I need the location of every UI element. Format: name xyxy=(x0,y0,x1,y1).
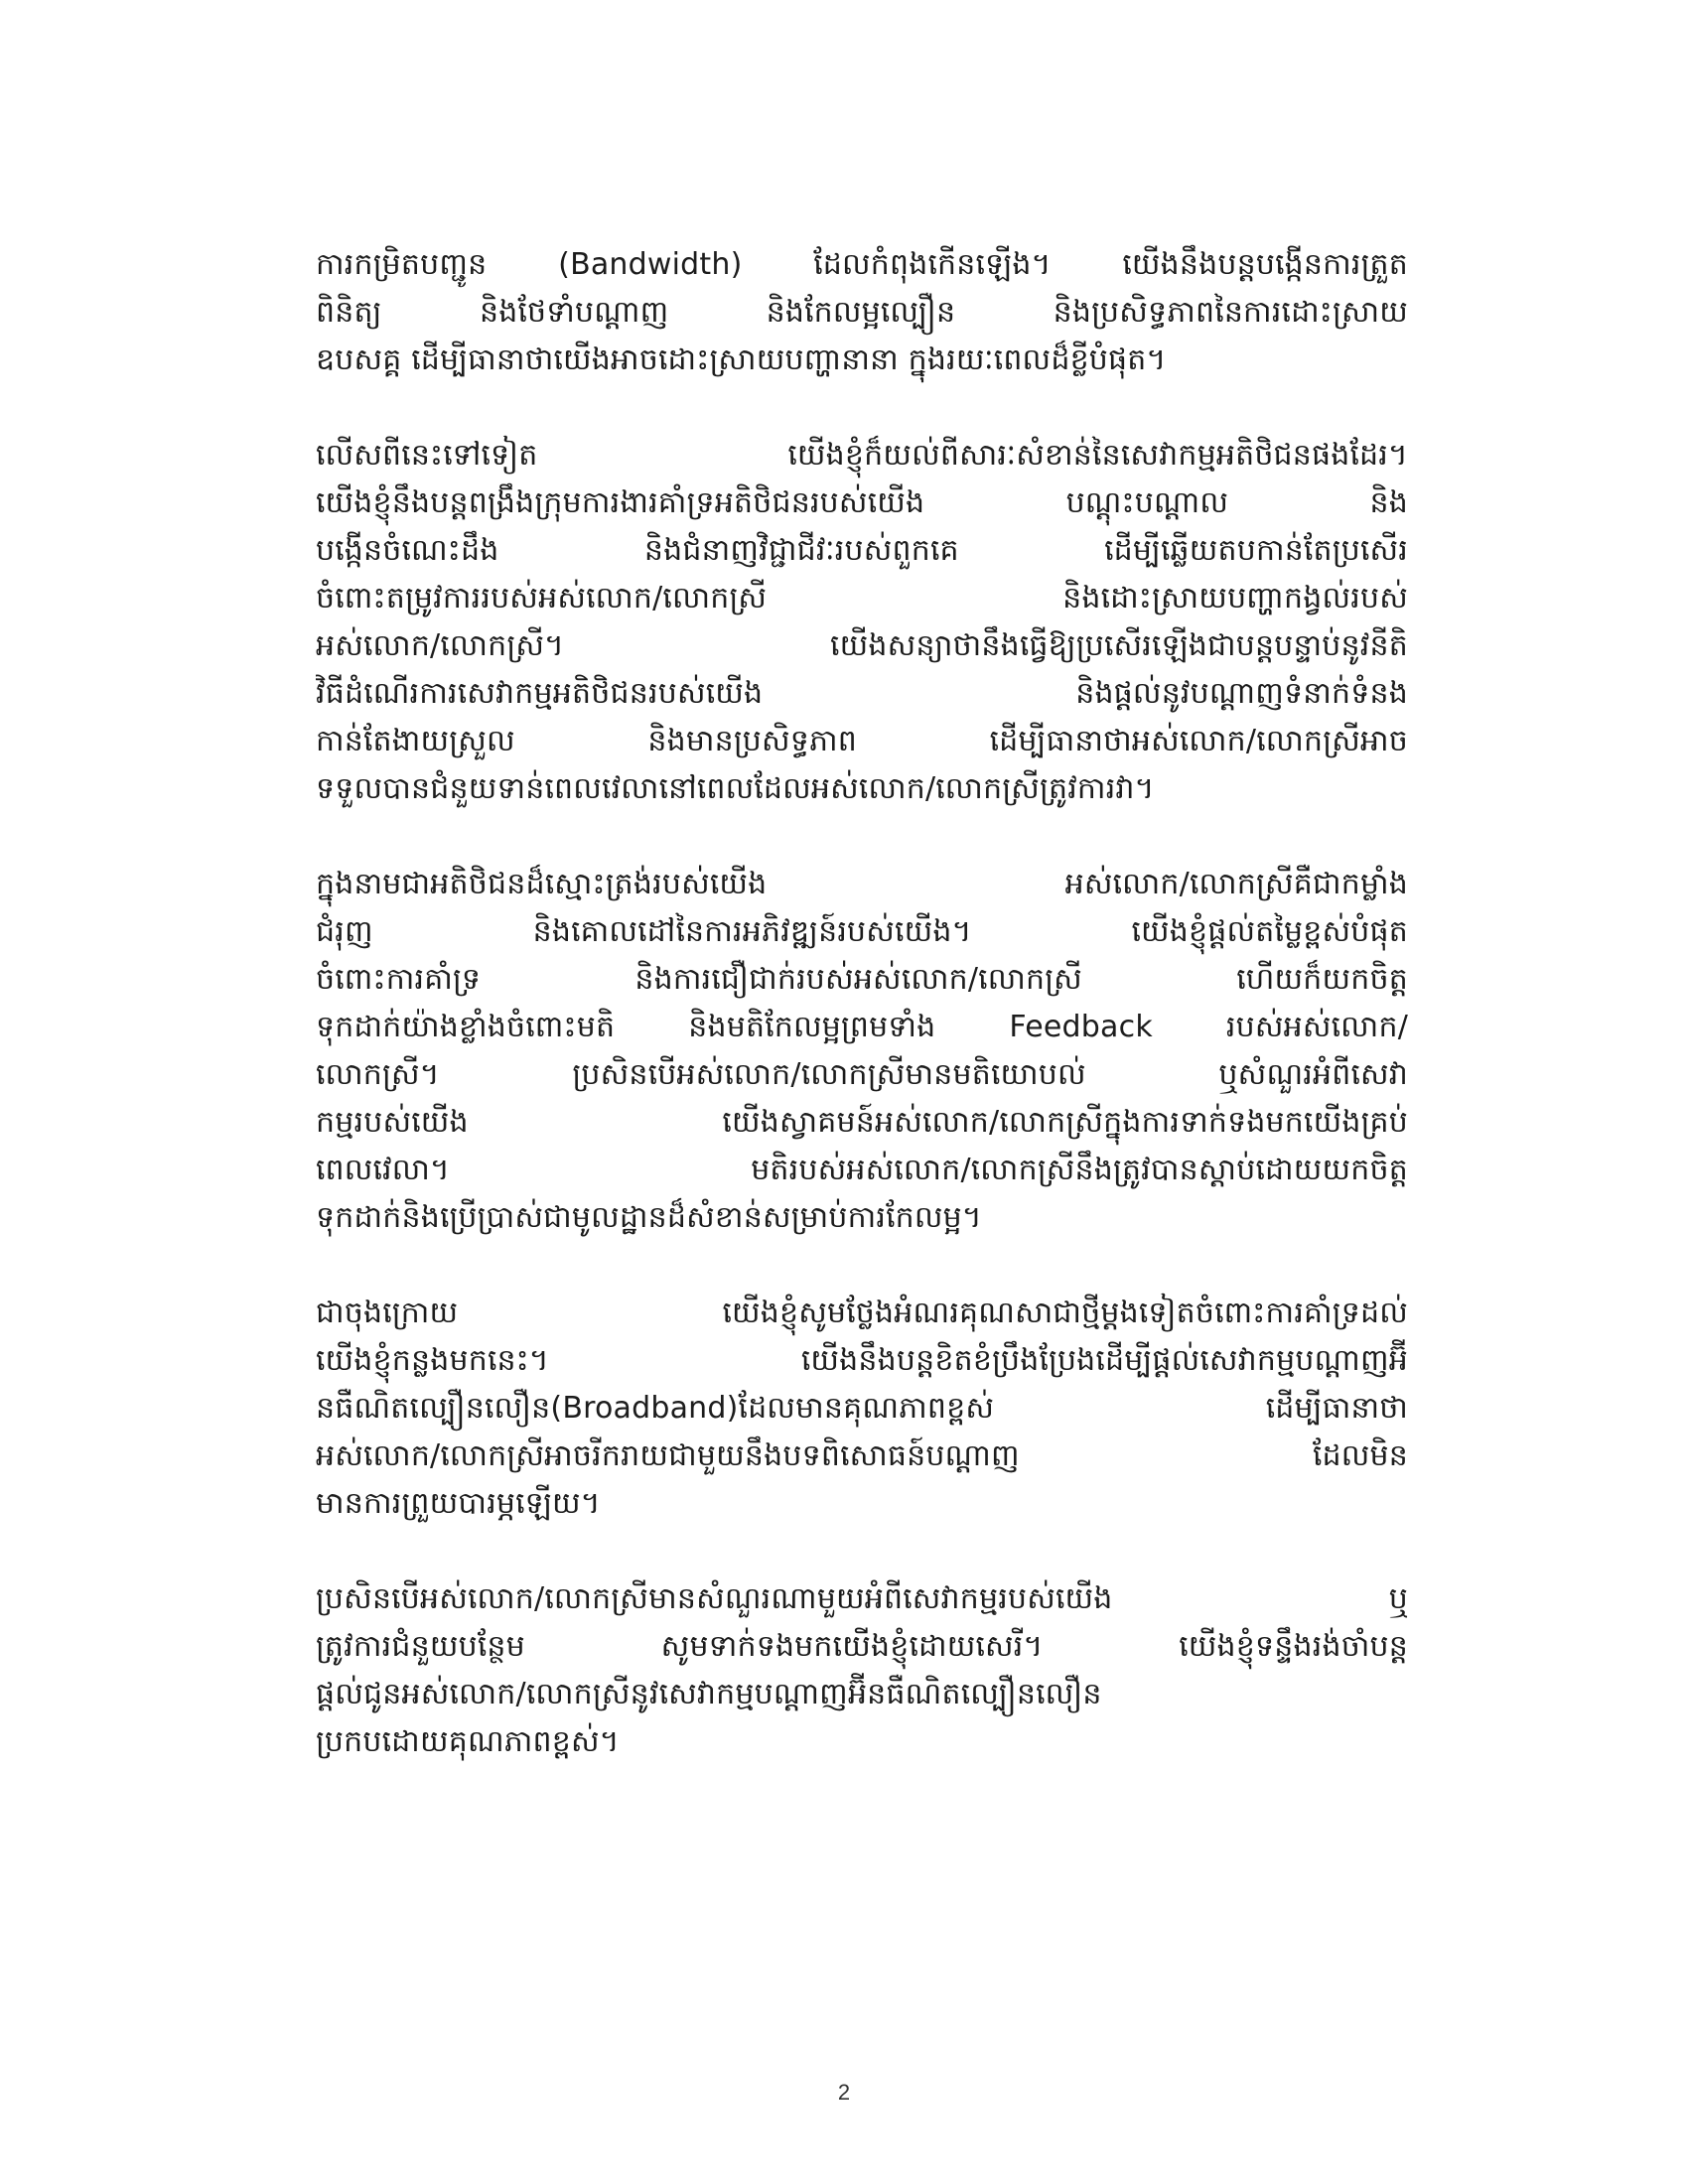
text-line: ប្រសិនបើអស់លោក/លោកស្រីមានសំណួរណាមួយអំពីសេវាកម្មរបស់យើង ឬ xyxy=(316,1581,1408,1616)
text-line: ក្នុងនាមជាអតិថិជនដ៏ស្មោះត្រង់របស់យើង អស់លោក/លោកស្រីគឺជាកម្លាំង xyxy=(316,867,1408,901)
text-line: វិធីដំណើរការសេវាកម្មអតិថិជនរបស់យើង និងផ្តល់នូវបណ្តាញទំនាក់ទំនង xyxy=(316,676,1408,711)
text-line: លោកស្រី។ ប្រសិនបើអស់លោក/លោកស្រីមានមតិយោបល់ ឬសំណួរអំពីសេវា xyxy=(316,1057,1408,1092)
text-line: កាន់តែងាយស្រួល និងមានប្រសិទ្ធភាព ដើម្បីធានាថាអស់លោក/លោកស្រីអាច xyxy=(316,724,1408,758)
text-line: កម្មរបស់យើង យើងស្វាគមន៍អស់លោក/លោកស្រីក្នុងការទាក់ទងមកយើងគ្រប់ xyxy=(316,1105,1408,1140)
text-line: អស់លោក/លោកស្រីអាចរីករាយជាមួយនឹងបទពិសោធន៍បណ្តាញ ដែលមិន xyxy=(316,1438,1408,1473)
page-number: 2 xyxy=(837,2080,851,2105)
text-line: ប្រកបដោយគុណភាពខ្ពស់។ xyxy=(316,1724,620,1759)
text-line: ត្រូវការជំនួយបន្ថែម សូមទាក់ទងមកយើងខ្ញុំដោយសេរី។ យើងខ្ញុំទន្ទឹងរង់ចាំបន្ត xyxy=(316,1629,1408,1664)
text-line: ការកម្រិតបញ្ជូន (Bandwidth) ដែលកំពុងកើនឡើង។ យើងនឹងបន្តបង្កើនការត្រួត xyxy=(316,247,1408,282)
text-line: ទុកដាក់យ៉ាងខ្លាំងចំពោះមតិ និងមតិកែលម្អព្រមទាំង Feedback របស់អស់លោក/ xyxy=(316,1010,1408,1044)
text-line: ជាចុងក្រោយ យើងខ្ញុំសូមថ្លែងអំណរគុណសាជាថ្មីម្តងទៀតចំពោះការគាំទ្រដល់ xyxy=(316,1296,1408,1330)
paragraph-bandwidth xyxy=(316,241,1408,384)
text-line: លើសពីនេះទៅទៀត យើងខ្ញុំក៏យល់ពីសារៈសំខាន់នៃសេវាកម្មអតិថិជនផងដែរ។ xyxy=(316,438,1408,473)
text-line: ទុកដាក់និងប្រើប្រាស់ជាមូលដ្ឋានដ៏សំខាន់សម្រាប់ការកែលម្អ។ xyxy=(316,1200,982,1235)
text-line: ចំពោះការគាំទ្រ និងការជឿជាក់របស់អស់លោក/លោកស្រី ហើយក៏យកចិត្ត xyxy=(316,962,1408,997)
text-line: ចំពោះតម្រូវការរបស់អស់លោក/លោកស្រី និងដោះស្រាយបញ្ហាកង្វល់របស់ xyxy=(316,581,1408,615)
text-line: អស់លោក/លោកស្រី។ យើងសន្យាថានឹងធ្វើឱ្យប្រសើរឡើងជាបន្តបន្ទាប់នូវនីតិ xyxy=(316,628,1408,663)
text-line: ជំរុញ និងគោលដៅនៃការអភិវឌ្ឍន៍របស់យើង។ យើងខ្ញុំផ្តល់តម្លៃខ្ពស់បំផុត xyxy=(316,914,1408,949)
text-line: យើងខ្ញុំកន្លងមកនេះ។ យើងនឹងបន្តខិតខំប្រឹងប្រែងដើម្បីផ្តល់សេវាកម្មបណ្តាញអ៊ី xyxy=(316,1343,1408,1378)
text-line: មានការព្រួយបារម្ភឡើយ។ xyxy=(316,1486,601,1521)
text-line: យើងខ្ញុំនឹងបន្តពង្រឹងក្រុមការងារគាំទ្រអតិថិជនរបស់យើង បណ្តុះបណ្តាល និង xyxy=(316,485,1408,520)
text-line: ឧបសគ្គ ដើម្បីធានាថាយើងអាចដោះស្រាយបញ្ហានានា ក្នុងរយៈពេលដ៏ខ្លីបំផុត។ xyxy=(316,342,1167,377)
letter-body xyxy=(316,241,1408,1814)
text-line: ផ្តល់ជូនអស់លោក/លោកស្រីនូវសេវាកម្មបណ្តាញអ៊ីនធឺណិតល្បឿនលឿន xyxy=(316,1677,1102,1711)
paragraph-feedback xyxy=(316,861,1408,1242)
paragraph-contact xyxy=(316,1575,1408,1766)
text-line: ពិនិត្យ និងថែទាំបណ្តាញ និងកែលម្អល្បឿន និងប្រសិទ្ធភាពនៃការដោះស្រាយ xyxy=(316,295,1408,330)
paragraph-customer-service xyxy=(316,432,1408,813)
text-line: ពេលវេលា។ មតិរបស់អស់លោក/លោកស្រីនឹងត្រូវបានស្តាប់ដោយយកចិត្ត xyxy=(316,1153,1408,1187)
paragraph-thanks xyxy=(316,1290,1408,1528)
text-line: បង្កើនចំណេះដឹង និងជំនាញវិជ្ជាជីវៈរបស់ពួកគេ ដើម្បីឆ្លើយតបកាន់តែប្រសើរ xyxy=(316,533,1408,568)
text-line: នធឺណិតល្បឿនលឿន(Broadband)ដែលមានគុណភាពខ្ពស់ ដើម្បីធានាថា xyxy=(316,1391,1408,1426)
text-line: ទទួលបានជំនួយទាន់ពេលវេលានៅពេលដែលអស់លោក/លោកស្រីត្រូវការវា។ xyxy=(316,771,1155,806)
